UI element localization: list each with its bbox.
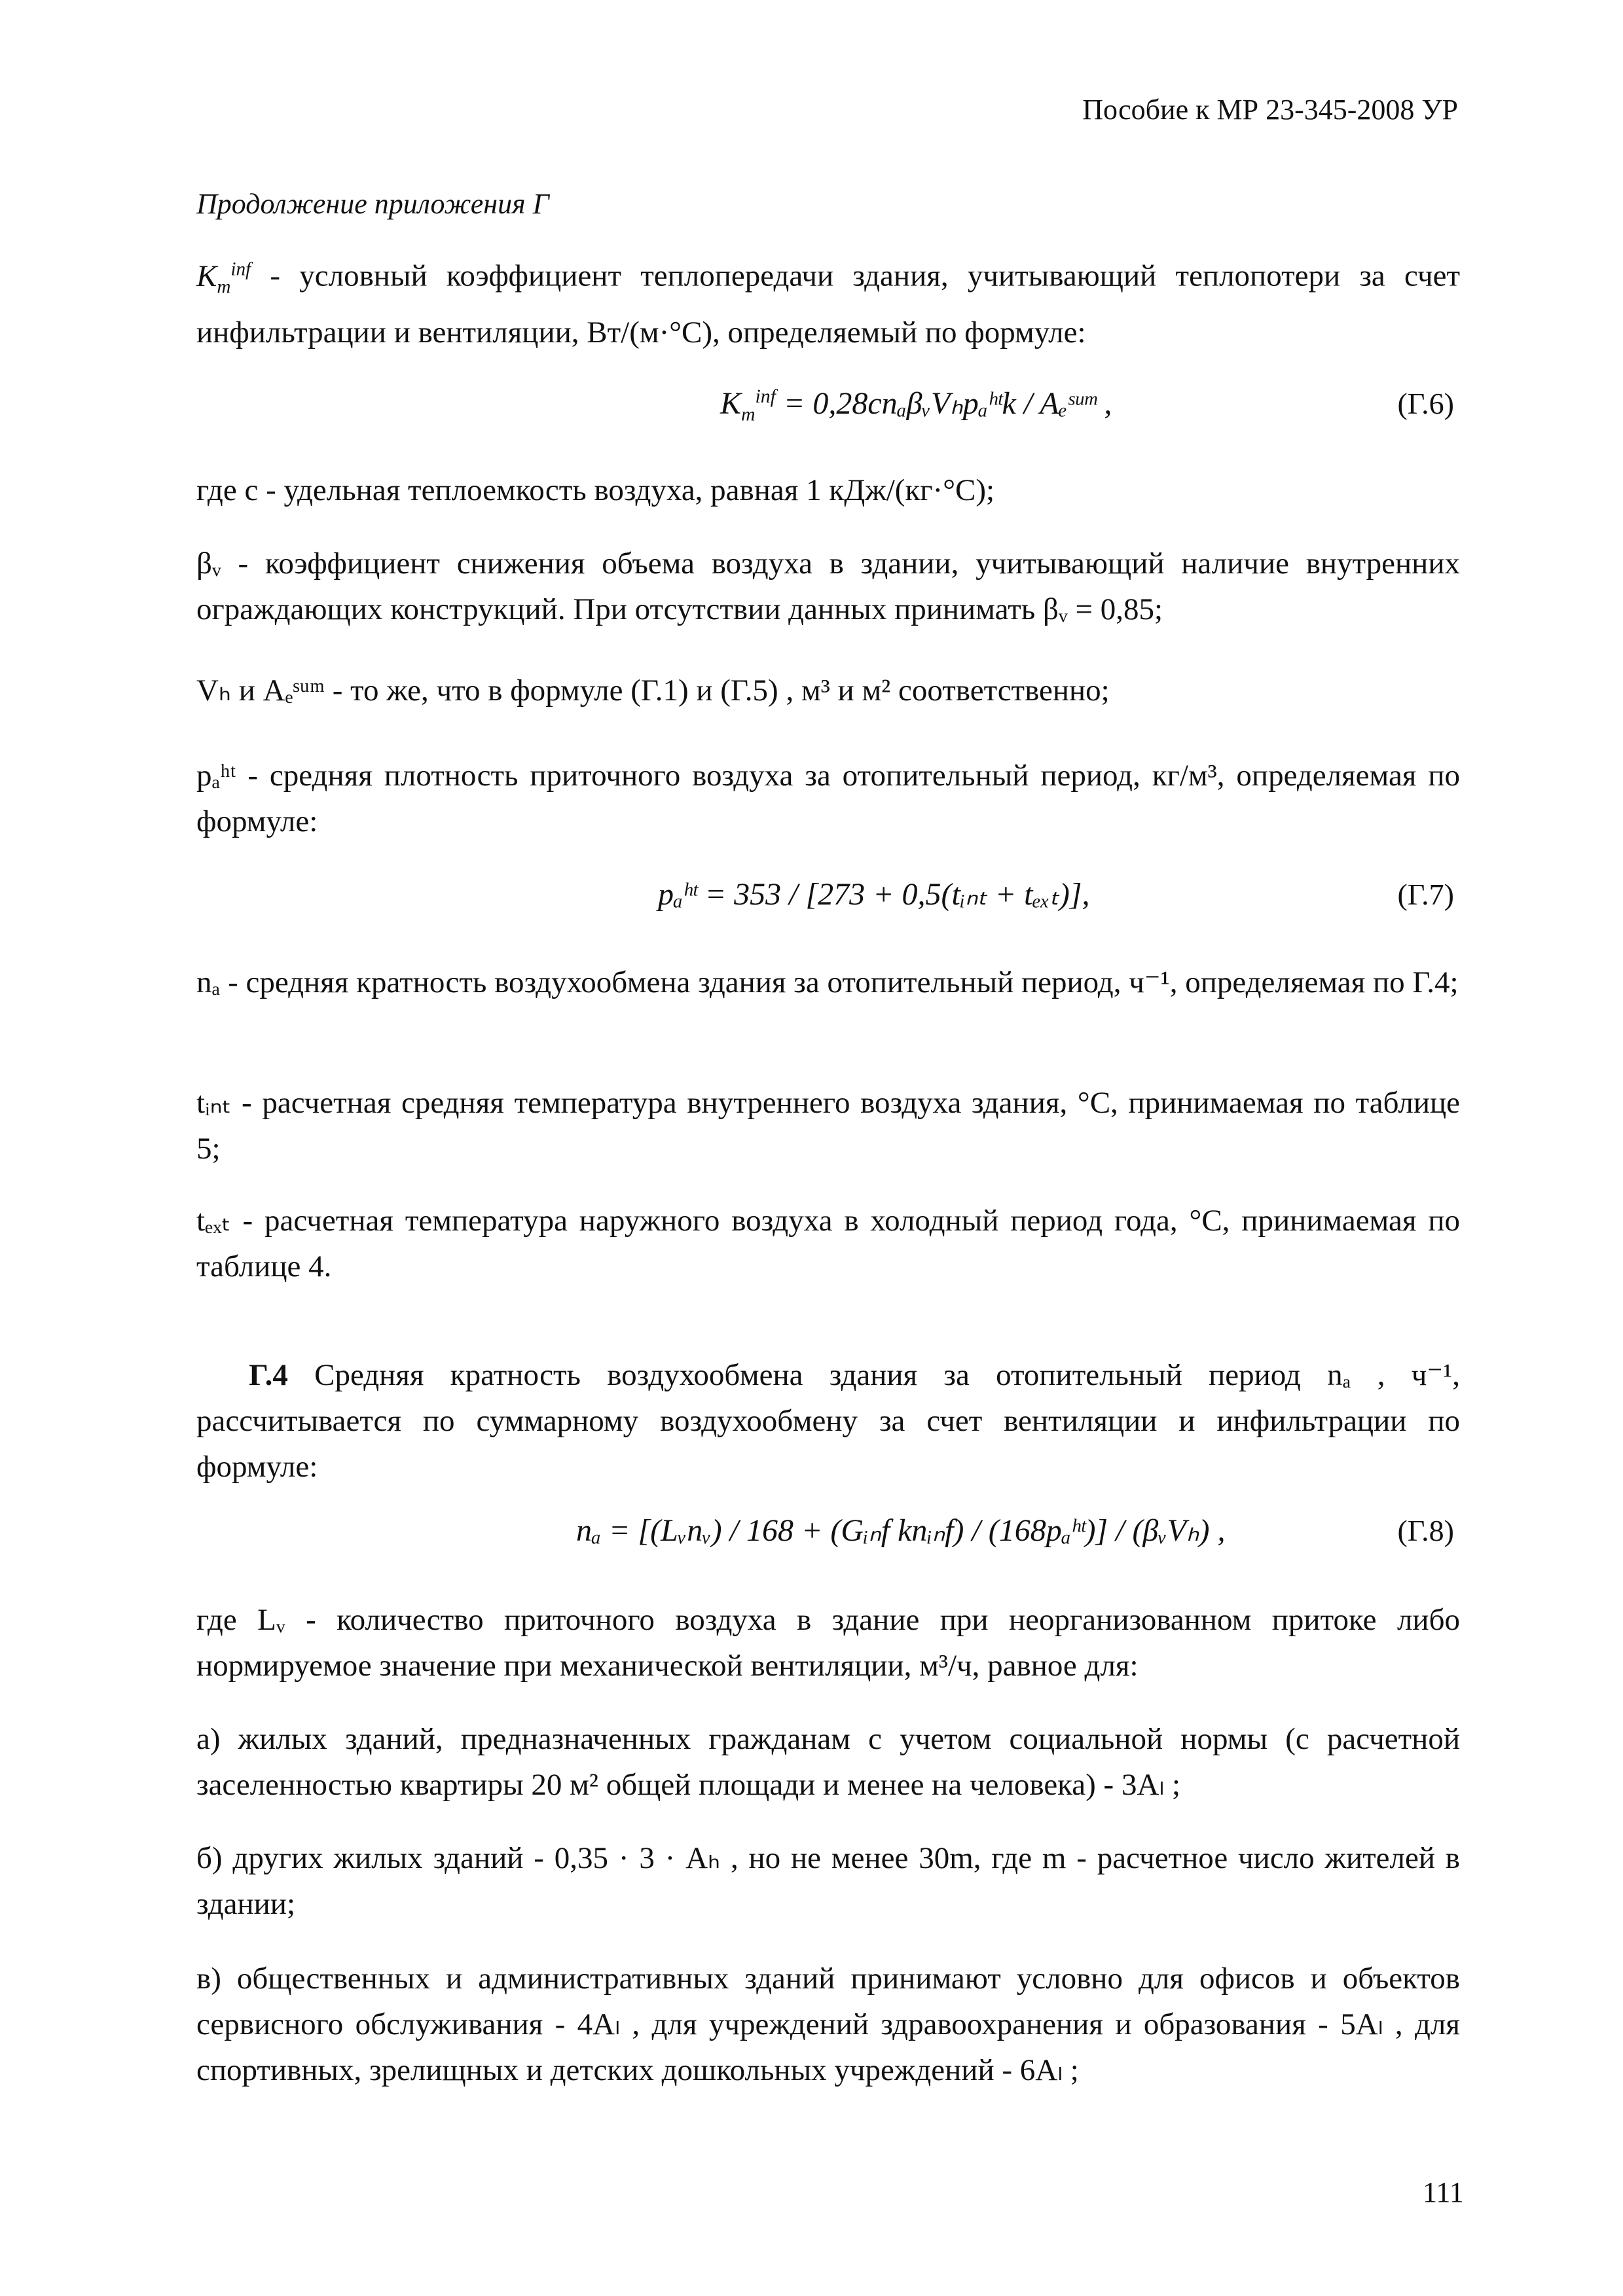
k-inf-symbol: $K_m^{inf}$ bbox=[196, 259, 251, 298]
vh-definition: Vₕ и Aₑˢᵘᵐ - то же, что в формуле (Г.1) и (Г.5) , м³ и м² соответственно; bbox=[196, 673, 1110, 708]
section-g4 bbox=[196, 1352, 1460, 1490]
section-g4-label: Г.4 bbox=[249, 1358, 288, 1392]
lv-definition: где Lᵥ - количество приточного воздуха в здание при неорганизованном притоке либо нормируемое значение при механической вентиляции, м³/ч, равное для: bbox=[196, 1603, 1460, 1683]
equation-number-g8: (Г.8) bbox=[1397, 1514, 1454, 1547]
list-item-c: в) общественных и административных зданий принимают условно для офисов и объектов сервисного обслуживания - 4Aₗ , для учреждений здравоохранения и образования - 5Aₗ , для спортивных, зрелищных и детских дошкольных учреждений - 6Aₗ ; bbox=[196, 1962, 1460, 2087]
page-number: 111 bbox=[1423, 2176, 1464, 2208]
list-item-b: б) других жилых зданий - 0,35 · 3 · Aₕ , но не менее 30m, где m - расчетное число жителей в здании; bbox=[196, 1841, 1460, 1921]
appendix-continuation: Продолжение приложения Г bbox=[196, 188, 549, 220]
formula-g7: pₐʰᵗ = 353 / [273 + 0,5(tᵢₙₜ + tₑₓₜ)], bbox=[658, 877, 1090, 912]
na-definition: nₐ - средняя кратность воздухообмена здания за отопительный период, ч⁻¹, определяемая по Г.4; bbox=[196, 965, 1459, 999]
beta-definition: βᵥ - коэффициент снижения объема воздуха в здании, учитывающий наличие внутренних ограждающих конструкций. При отсутствии данных принимать βᵥ = 0,85; bbox=[196, 547, 1460, 626]
pa-definition: pₐʰᵗ - средняя плотность приточного воздуха за отопительный период, кг/м³, определяемая по формуле: bbox=[196, 759, 1460, 838]
formula-g8: nₐ = [(Lᵥnᵥ) / 168 + (Gᵢₙf knᵢₙf) / (168pₐʰᵗ)] / (βᵥVₕ) , bbox=[576, 1513, 1226, 1548]
list-item-a: а) жилых зданий, предназначенных гражданам с учетом социальной нормы (с расчетной заселенностью квартиры 20 м² общей площади и менее на человека) - 3Aₗ ; bbox=[196, 1722, 1460, 1802]
running-header: Пособие к МР 23-345-2008 УР bbox=[1082, 94, 1458, 126]
section-g4-text: Средняя кратность воздухообмена здания за отопительный период nₐ , ч⁻¹, рассчитывается по суммарному воздухообмену за счет вентиляции и инфильтрации по формуле: bbox=[196, 1358, 1460, 1484]
k-inf-text: - условный коэффициент теплопередачи здания, учитывающий теплопотери за счет инфильтрации и вентиляции, Вт/(м·°С), определяемый по формуле: bbox=[196, 259, 1460, 350]
formula-g6: $K_m^{inf}$ = 0,28cnₐβᵥVₕpₐʰᵗk / Aₑˢᵘᵐ , bbox=[720, 386, 1112, 425]
text-definition: tₑₓₜ - расчетная температура наружного воздуха в холодный период года, °С, принимаемая по таблице 4. bbox=[196, 1204, 1460, 1283]
k-inf-definition bbox=[196, 246, 1460, 355]
formula-g6-body: = 0,28cnₐβᵥVₕpₐʰᵗk / Aₑˢᵘᵐ , bbox=[783, 386, 1112, 421]
tint-definition: tᵢₙₜ - расчетная средняя температура внутреннего воздуха здания, °С, принимаемая по таблице 5; bbox=[196, 1086, 1460, 1166]
equation-number-g6: (Г.6) bbox=[1397, 387, 1454, 420]
equation-number-g7: (Г.7) bbox=[1397, 878, 1454, 911]
c-definition: где c - удельная теплоемкость воздуха, равная 1 кДж/(кг·°С); bbox=[196, 473, 995, 507]
